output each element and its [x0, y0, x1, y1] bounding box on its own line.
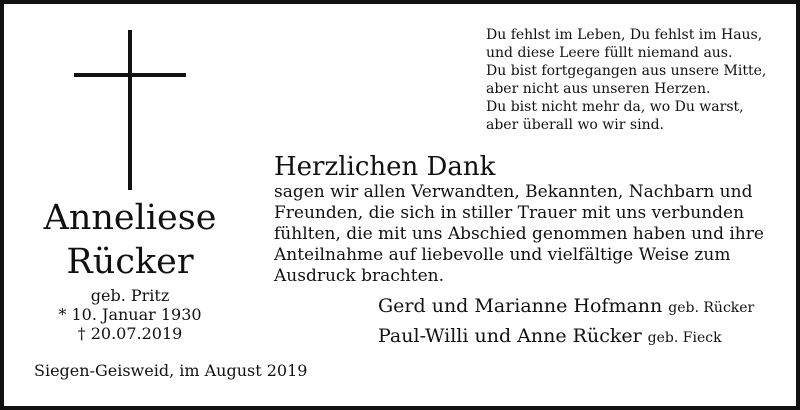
signature-names: Gerd und Marianne Hofmann: [378, 295, 663, 317]
thanks-line: fühlten, die mit uns Abschied genommen haben und ihre: [274, 224, 764, 244]
thanks-text: [274, 182, 764, 287]
poem-line: und diese Leere füllt niemand aus.: [486, 45, 733, 61]
deceased-last-name: Rücker: [66, 242, 194, 282]
cross-horizontal-bar: [74, 73, 186, 77]
cross-vertical-bar: [128, 30, 132, 190]
deceased-first-name: Anneliese: [43, 198, 217, 238]
poem-line: Du bist fortgegangen aus unsere Mitte,: [486, 63, 767, 79]
thanks-line: Freunden, die sich in stiller Trauer mit uns verbunden: [274, 203, 745, 223]
thanks-line: Anteilnahme auf liebevolle und vielfältige Weise zum: [274, 245, 731, 265]
thanks-heading: Herzlichen Dank: [274, 152, 496, 182]
poem-line: Du bist nicht mehr da, wo Du warst,: [486, 99, 744, 115]
maiden-name: geb. Pritz: [90, 286, 170, 305]
signature-nee: geb. Rücker: [668, 300, 755, 316]
poem: [486, 26, 766, 134]
birth-date: * 10. Januar 1930: [58, 305, 202, 324]
thanks-line: sagen wir allen Verwandten, Bekannten, Nachbarn und: [274, 182, 753, 202]
death-date: † 20.07.2019: [77, 324, 183, 343]
poem-line: aber nicht aus unseren Herzen.: [486, 81, 711, 97]
signature-names: Paul-Willi und Anne Rücker: [378, 325, 642, 347]
life-dates: [24, 286, 236, 343]
signature-ruecker: [378, 324, 722, 350]
signature-hofmann: [378, 294, 754, 320]
poem-line: Du fehlst im Leben, Du fehlst im Haus,: [486, 27, 763, 43]
place-and-date: Siegen-Geisweid, im August 2019: [34, 361, 308, 380]
signature-nee: geb. Fieck: [647, 330, 722, 346]
thanks-line: Ausdruck brachten.: [274, 266, 444, 286]
poem-line: aber überall wo wir sind.: [486, 117, 665, 133]
